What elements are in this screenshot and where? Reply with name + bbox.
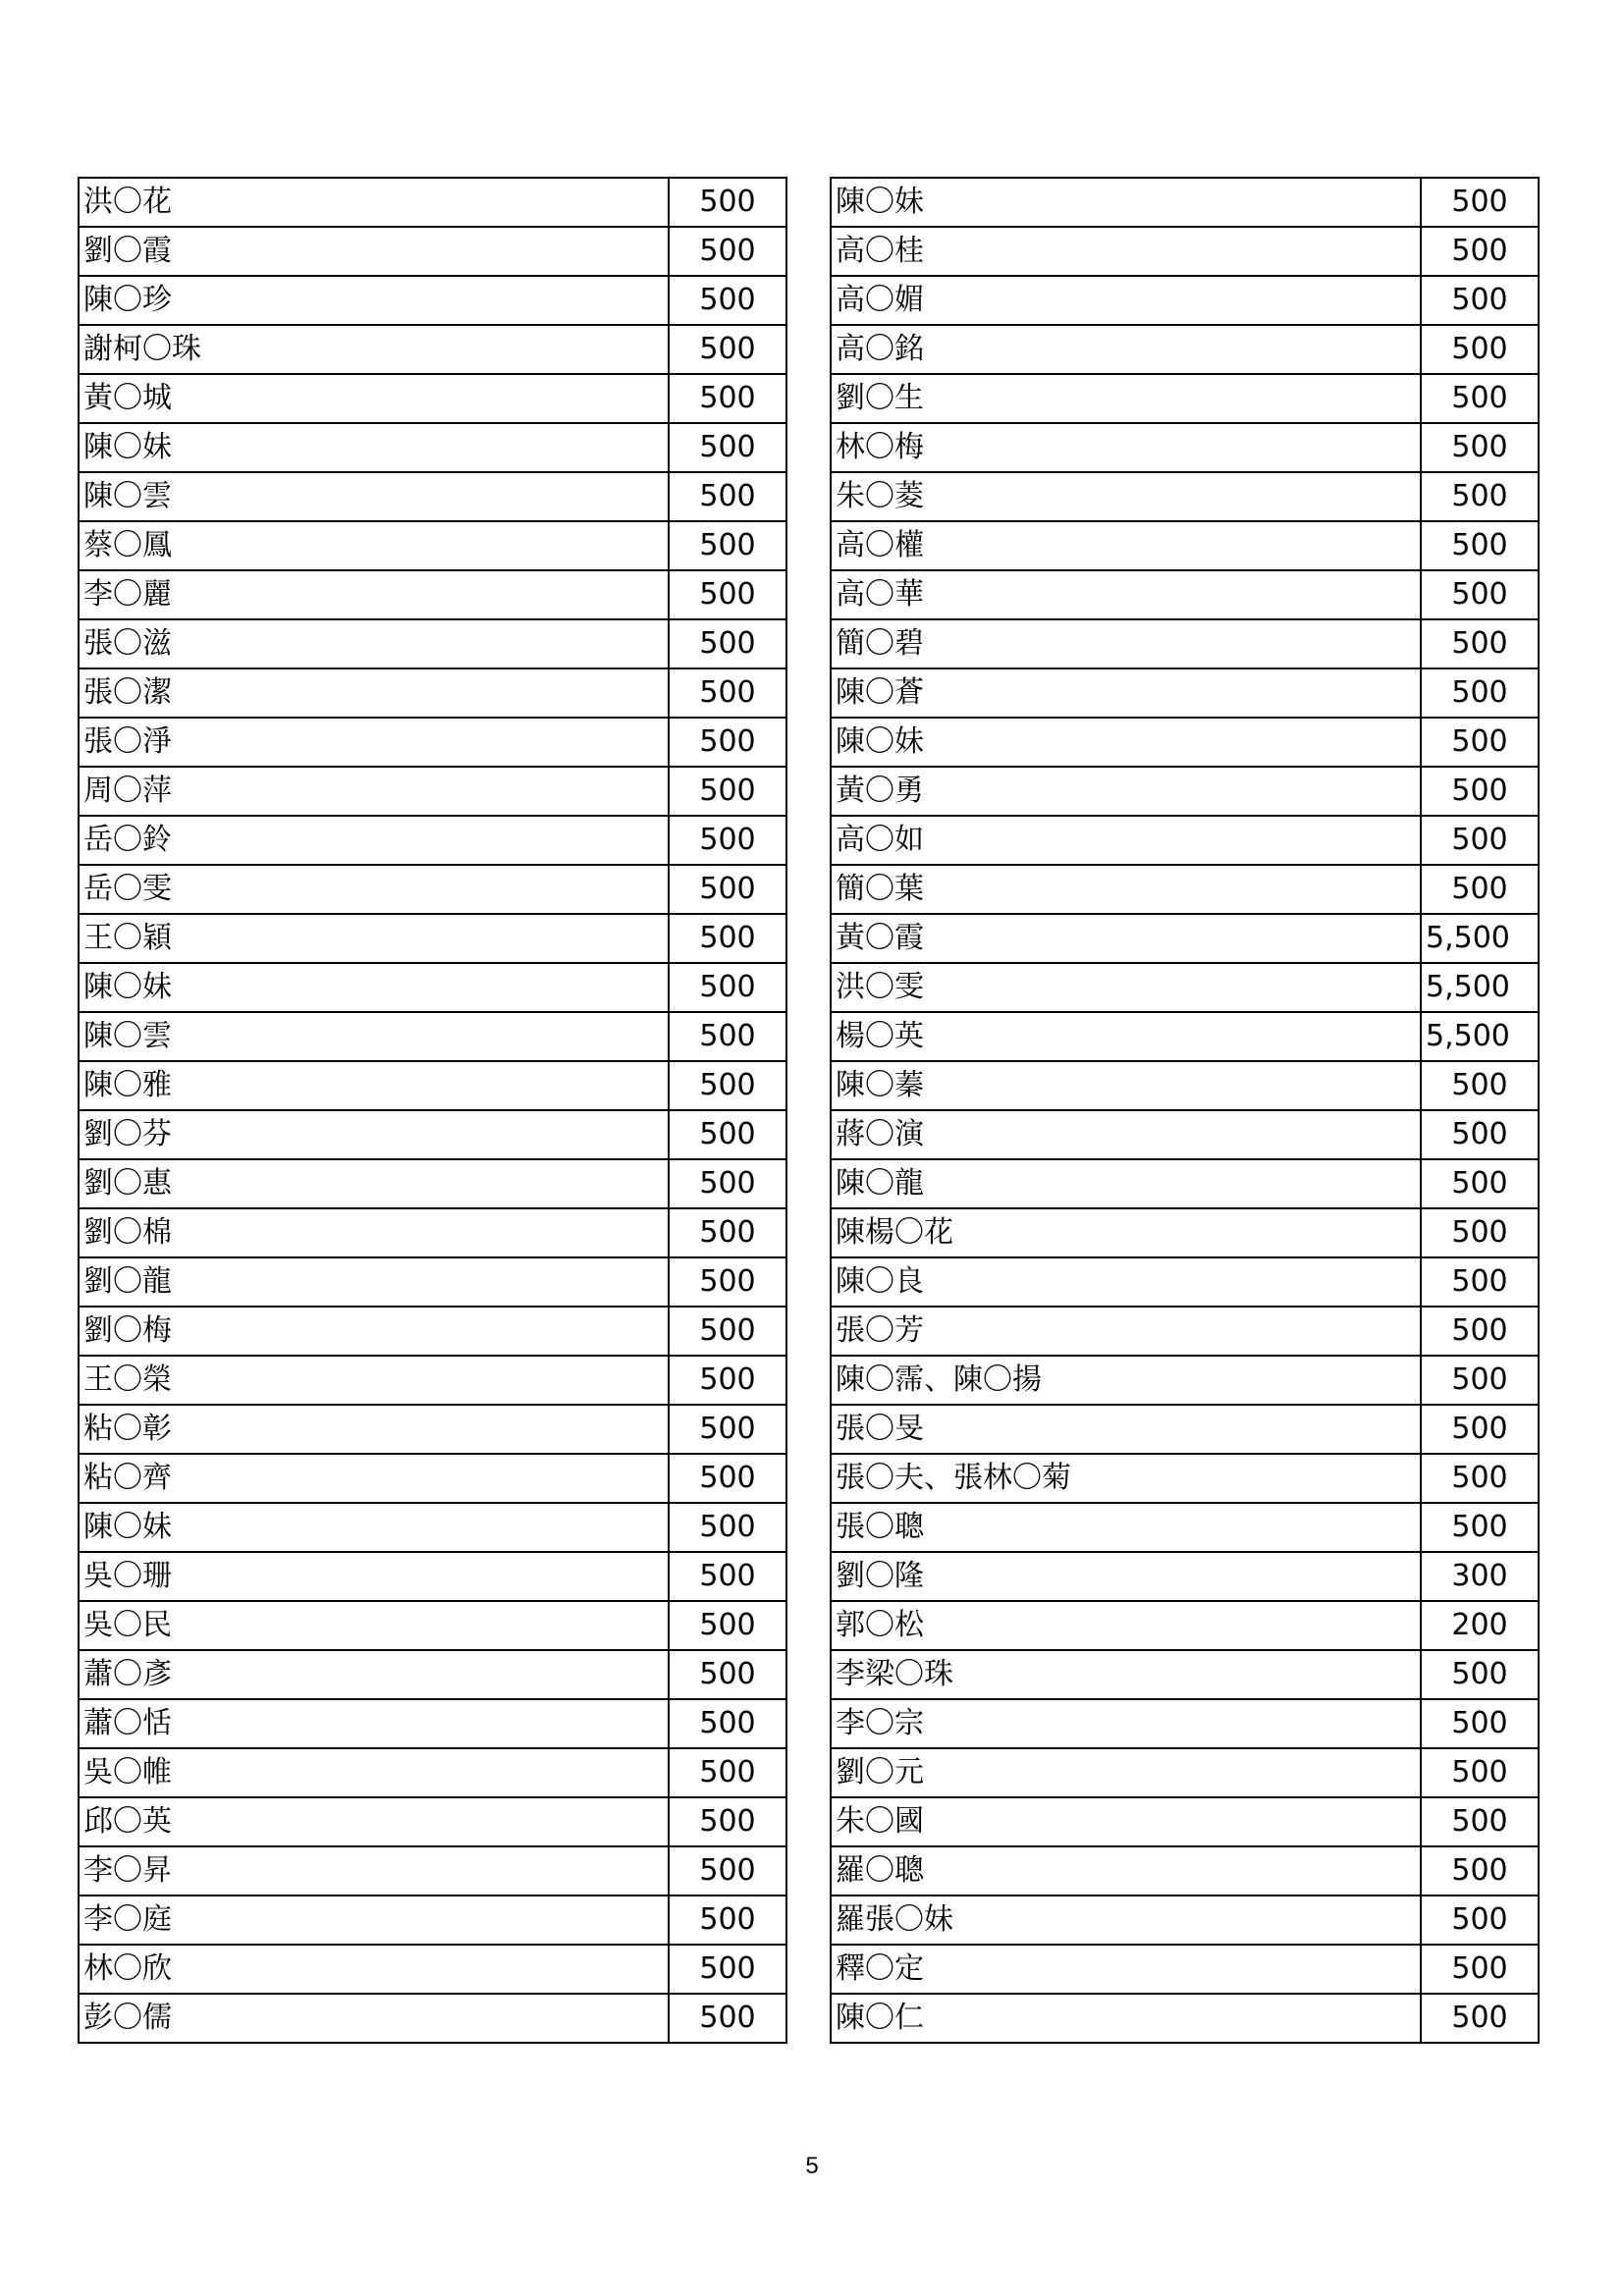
- donor-name: 朱〇菱: [831, 472, 1421, 521]
- donor-name: 林〇梅: [831, 423, 1421, 472]
- donor-name: 劉〇生: [831, 374, 1421, 423]
- table-row: [831, 423, 1539, 472]
- donor-name: 吳〇帷: [79, 1748, 669, 1797]
- table-row: [831, 718, 1539, 767]
- table-row: [831, 1945, 1539, 1994]
- table-row: [79, 1257, 786, 1307]
- table-row: [831, 767, 1539, 816]
- donation-amount: 500: [1421, 1356, 1539, 1405]
- donor-name: 簡〇碧: [831, 619, 1421, 668]
- table-row: [831, 1797, 1539, 1846]
- donor-name: 劉〇龍: [79, 1257, 669, 1307]
- donation-amount: 500: [669, 276, 786, 325]
- table-row: [831, 1699, 1539, 1748]
- donation-amount: 500: [1421, 227, 1539, 276]
- donor-name: 蕭〇恬: [79, 1699, 669, 1748]
- donation-amount: 500: [1421, 1994, 1539, 2043]
- donation-amount: 500: [669, 1699, 786, 1748]
- donor-name: 吳〇民: [79, 1601, 669, 1650]
- donation-amount: 500: [1421, 1257, 1539, 1307]
- table-row: [79, 767, 786, 816]
- donation-amount: 500: [669, 1503, 786, 1552]
- table-row: [831, 1503, 1539, 1552]
- donation-amount: 500: [669, 1650, 786, 1699]
- donor-name: 羅張〇妹: [831, 1896, 1421, 1945]
- donation-amount: 500: [1421, 668, 1539, 718]
- donation-amount: 500: [1421, 472, 1539, 521]
- donor-name: 劉〇惠: [79, 1159, 669, 1208]
- donor-name: 張〇聰: [831, 1503, 1421, 1552]
- table-row: [79, 1699, 786, 1748]
- donor-name: 高〇如: [831, 816, 1421, 865]
- donation-amount: 500: [669, 1748, 786, 1797]
- donation-amount: 5,500: [1421, 963, 1539, 1012]
- donation-amount: 500: [1421, 1307, 1539, 1356]
- donor-name: 高〇桂: [831, 227, 1421, 276]
- table-row: [831, 1405, 1539, 1454]
- donor-name: 黃〇霞: [831, 914, 1421, 963]
- donor-name: 粘〇彰: [79, 1405, 669, 1454]
- donation-amount: 500: [669, 423, 786, 472]
- table-row: [79, 668, 786, 718]
- table-row: [79, 1208, 786, 1257]
- donation-amount: 500: [1421, 1454, 1539, 1503]
- table-row: [831, 1994, 1539, 2043]
- donation-amount: 500: [669, 1601, 786, 1650]
- table-row: [831, 1061, 1539, 1110]
- donation-amount: 500: [669, 1896, 786, 1945]
- donor-name: 王〇榮: [79, 1356, 669, 1405]
- table-row: [831, 570, 1539, 619]
- table-row: [79, 1650, 786, 1699]
- table-row: [831, 1257, 1539, 1307]
- donor-name: 劉〇芬: [79, 1110, 669, 1159]
- table-row: [79, 178, 786, 227]
- donor-name: 李〇昇: [79, 1846, 669, 1896]
- donation-amount: 500: [669, 1257, 786, 1307]
- donor-name: 劉〇棉: [79, 1208, 669, 1257]
- donation-amount: 300: [1421, 1552, 1539, 1601]
- donation-amount: 500: [669, 914, 786, 963]
- donation-amount: 500: [1421, 276, 1539, 325]
- table-row: [79, 472, 786, 521]
- table-row: [79, 1945, 786, 1994]
- table-row: [831, 1208, 1539, 1257]
- donation-amount: 500: [1421, 1650, 1539, 1699]
- donor-name: 陳〇雲: [79, 1012, 669, 1061]
- table-row: [831, 1896, 1539, 1945]
- donor-name: 黃〇城: [79, 374, 669, 423]
- donor-name: 陳〇雲: [79, 472, 669, 521]
- donor-name: 周〇萍: [79, 767, 669, 816]
- donor-table-left: [78, 177, 787, 2044]
- donor-name: 陳〇珍: [79, 276, 669, 325]
- donation-amount: 500: [1421, 767, 1539, 816]
- donation-amount: 500: [1421, 1405, 1539, 1454]
- donation-amount: 500: [1421, 865, 1539, 914]
- donation-amount: 500: [1421, 178, 1539, 227]
- donor-table-right: [830, 177, 1540, 2044]
- donor-name: 陳〇妹: [831, 718, 1421, 767]
- table-row: [79, 1454, 786, 1503]
- donor-name: 陳〇蓁: [831, 1061, 1421, 1110]
- donation-amount: 500: [1421, 718, 1539, 767]
- table-row: [831, 276, 1539, 325]
- donation-amount: 500: [1421, 1699, 1539, 1748]
- donation-amount: 500: [669, 767, 786, 816]
- donation-amount: 200: [1421, 1601, 1539, 1650]
- table-row: [79, 423, 786, 472]
- donor-name: 羅〇聰: [831, 1846, 1421, 1896]
- donor-name: 李梁〇珠: [831, 1650, 1421, 1699]
- donation-amount: 500: [669, 1945, 786, 1994]
- donor-name: 劉〇梅: [79, 1307, 669, 1356]
- donor-table-right-body: [831, 178, 1539, 2043]
- table-row: [79, 374, 786, 423]
- donor-name: 釋〇定: [831, 1945, 1421, 1994]
- table-row: [79, 1994, 786, 2043]
- donation-amount: 500: [669, 1012, 786, 1061]
- donation-amount: 500: [1421, 1061, 1539, 1110]
- donor-name: 陳〇蒼: [831, 668, 1421, 718]
- donor-name: 陳〇妹: [831, 178, 1421, 227]
- donor-name: 粘〇齊: [79, 1454, 669, 1503]
- donor-name: 岳〇雯: [79, 865, 669, 914]
- table-row: [79, 1601, 786, 1650]
- table-row: [831, 1846, 1539, 1896]
- donation-amount: 500: [669, 963, 786, 1012]
- donor-name: 劉〇霞: [79, 227, 669, 276]
- donation-amount: 500: [1421, 1748, 1539, 1797]
- donor-name: 李〇庭: [79, 1896, 669, 1945]
- table-row: [79, 1797, 786, 1846]
- table-row: [79, 718, 786, 767]
- donor-name: 陳楊〇花: [831, 1208, 1421, 1257]
- donor-name: 陳〇仁: [831, 1994, 1421, 2043]
- donor-name: 張〇夫、張林〇菊: [831, 1454, 1421, 1503]
- table-row: [79, 325, 786, 374]
- table-row: [79, 1307, 786, 1356]
- table-row: [79, 1552, 786, 1601]
- donation-amount: 500: [1421, 1896, 1539, 1945]
- donor-name: 蔡〇鳳: [79, 521, 669, 570]
- table-row: [831, 227, 1539, 276]
- donation-amount: 500: [1421, 1797, 1539, 1846]
- donation-amount: 500: [1421, 1945, 1539, 1994]
- donation-amount: 500: [669, 1307, 786, 1356]
- donor-name: 陳〇龍: [831, 1159, 1421, 1208]
- table-row: [831, 865, 1539, 914]
- table-row: [79, 276, 786, 325]
- donor-name: 吳〇珊: [79, 1552, 669, 1601]
- table-row: [831, 1552, 1539, 1601]
- donation-amount: 500: [669, 1797, 786, 1846]
- donor-name: 高〇媚: [831, 276, 1421, 325]
- donation-amount: 500: [669, 1846, 786, 1896]
- donor-name: 洪〇花: [79, 178, 669, 227]
- donation-amount: 500: [669, 1454, 786, 1503]
- donor-name: 陳〇雅: [79, 1061, 669, 1110]
- table-row: [831, 963, 1539, 1012]
- table-row: [831, 1650, 1539, 1699]
- donor-name: 蔣〇演: [831, 1110, 1421, 1159]
- donor-name: 張〇滋: [79, 619, 669, 668]
- donation-amount: 500: [669, 1159, 786, 1208]
- donation-amount: 500: [1421, 325, 1539, 374]
- donation-amount: 500: [669, 1110, 786, 1159]
- donor-name: 洪〇雯: [831, 963, 1421, 1012]
- table-row: [79, 963, 786, 1012]
- table-row: [79, 619, 786, 668]
- donation-amount: 500: [1421, 1159, 1539, 1208]
- donor-name: 邱〇英: [79, 1797, 669, 1846]
- table-row: [831, 1356, 1539, 1405]
- donation-amount: 500: [669, 1208, 786, 1257]
- table-row: [831, 374, 1539, 423]
- donor-name: 張〇淨: [79, 718, 669, 767]
- donation-amount: 500: [669, 178, 786, 227]
- donation-amount: 5,500: [1421, 1012, 1539, 1061]
- table-row: [79, 521, 786, 570]
- donation-amount: 500: [669, 865, 786, 914]
- table-row: [831, 1454, 1539, 1503]
- donation-amount: 500: [669, 227, 786, 276]
- donor-name: 楊〇英: [831, 1012, 1421, 1061]
- table-row: [79, 1503, 786, 1552]
- donor-name: 李〇麗: [79, 570, 669, 619]
- donation-amount: 500: [1421, 1110, 1539, 1159]
- table-row: [79, 816, 786, 865]
- table-row: [831, 914, 1539, 963]
- table-row: [79, 1061, 786, 1110]
- donor-name: 陳〇妹: [79, 1503, 669, 1552]
- table-row: [79, 1110, 786, 1159]
- donor-name: 林〇欣: [79, 1945, 669, 1994]
- table-row: [79, 1012, 786, 1061]
- donation-amount: 5,500: [1421, 914, 1539, 963]
- donation-amount: 500: [1421, 423, 1539, 472]
- donation-amount: 500: [669, 1405, 786, 1454]
- table-row: [79, 1159, 786, 1208]
- donor-name: 高〇權: [831, 521, 1421, 570]
- donation-amount: 500: [669, 718, 786, 767]
- table-row: [79, 914, 786, 963]
- page-number: 5: [805, 2153, 819, 2179]
- donor-name: 黃〇勇: [831, 767, 1421, 816]
- table-row: [831, 668, 1539, 718]
- donor-name: 謝柯〇珠: [79, 325, 669, 374]
- donation-amount: 500: [1421, 1846, 1539, 1896]
- donor-name: 劉〇隆: [831, 1552, 1421, 1601]
- donation-amount: 500: [669, 472, 786, 521]
- table-row: [79, 1405, 786, 1454]
- donor-name: 李〇宗: [831, 1699, 1421, 1748]
- donation-amount: 500: [1421, 521, 1539, 570]
- donation-amount: 500: [669, 1994, 786, 2043]
- donor-name: 陳〇妹: [79, 963, 669, 1012]
- table-row: [831, 1748, 1539, 1797]
- donor-name: 陳〇妹: [79, 423, 669, 472]
- table-row: [79, 570, 786, 619]
- table-row: [831, 178, 1539, 227]
- donation-amount: 500: [1421, 1503, 1539, 1552]
- table-row: [79, 227, 786, 276]
- donation-amount: 500: [669, 570, 786, 619]
- donation-amount: 500: [1421, 816, 1539, 865]
- donation-amount: 500: [1421, 1208, 1539, 1257]
- donor-name: 岳〇鈴: [79, 816, 669, 865]
- donation-amount: 500: [669, 1061, 786, 1110]
- donation-amount: 500: [669, 1356, 786, 1405]
- donor-name: 郭〇松: [831, 1601, 1421, 1650]
- donor-name: 張〇芳: [831, 1307, 1421, 1356]
- table-row: [79, 1896, 786, 1945]
- donor-table-left-body: [79, 178, 786, 2043]
- donor-name: 王〇穎: [79, 914, 669, 963]
- table-row: [831, 1110, 1539, 1159]
- table-row: [831, 521, 1539, 570]
- donation-amount: 500: [669, 325, 786, 374]
- donor-name: 陳〇霈、陳〇揚: [831, 1356, 1421, 1405]
- table-row: [831, 1012, 1539, 1061]
- donor-name: 朱〇國: [831, 1797, 1421, 1846]
- donor-name: 高〇華: [831, 570, 1421, 619]
- table-row: [831, 472, 1539, 521]
- donor-name: 蕭〇彥: [79, 1650, 669, 1699]
- table-row: [831, 816, 1539, 865]
- donor-name: 高〇銘: [831, 325, 1421, 374]
- table-row: [831, 325, 1539, 374]
- donation-amount: 500: [669, 521, 786, 570]
- donation-amount: 500: [1421, 374, 1539, 423]
- table-row: [79, 1356, 786, 1405]
- table-row: [79, 1748, 786, 1797]
- donation-amount: 500: [669, 668, 786, 718]
- donation-amount: 500: [669, 374, 786, 423]
- table-row: [831, 1307, 1539, 1356]
- donation-amount: 500: [669, 816, 786, 865]
- table-row: [831, 1601, 1539, 1650]
- donor-name: 彭〇儒: [79, 1994, 669, 2043]
- donation-amount: 500: [669, 1552, 786, 1601]
- donor-name: 陳〇良: [831, 1257, 1421, 1307]
- donation-amount: 500: [1421, 570, 1539, 619]
- table-row: [831, 1159, 1539, 1208]
- donor-name: 劉〇元: [831, 1748, 1421, 1797]
- donor-name: 張〇潔: [79, 668, 669, 718]
- table-row: [831, 619, 1539, 668]
- donation-amount: 500: [1421, 619, 1539, 668]
- donor-name: 張〇旻: [831, 1405, 1421, 1454]
- table-row: [79, 1846, 786, 1896]
- donor-name: 簡〇葉: [831, 865, 1421, 914]
- table-row: [79, 865, 786, 914]
- donation-amount: 500: [669, 619, 786, 668]
